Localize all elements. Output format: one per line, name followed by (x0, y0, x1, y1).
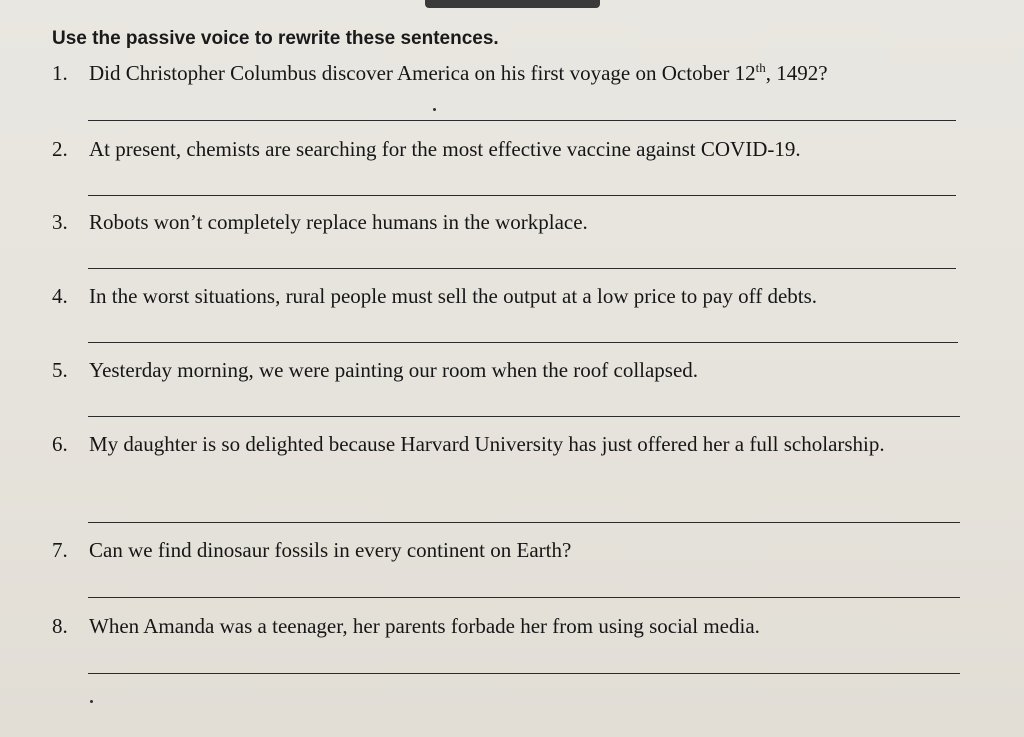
item-sentence: Did Christopher Columbus discover America on his first voyage on October 12th, 1492? (89, 60, 828, 85)
item-number: 7. (52, 538, 68, 562)
item-sentence: Robots won’t completely replace humans in the workplace. (89, 210, 588, 234)
answer-line-1[interactable] (88, 120, 956, 121)
answer-line-4[interactable] (88, 342, 958, 343)
item-sentence: My daughter is so delighted because Harvard University has just offered her a full scholarship. (89, 432, 885, 456)
item-sentence: Yesterday morning, we were painting our room when the roof collapsed. (89, 358, 699, 382)
instruction-heading: Use the passive voice to rewrite these sentences. (52, 28, 499, 49)
item-number: 3. (52, 210, 68, 234)
answer-line-8[interactable] (88, 673, 960, 674)
answer-line-2[interactable] (88, 195, 956, 196)
item-sentence: At present, chemists are searching for the most effective vaccine against COVID-19. (89, 137, 801, 161)
item-sentence: When Amanda was a teenager, her parents forbade her from using social media. (89, 614, 760, 638)
answer-line-5[interactable] (88, 416, 960, 417)
answer-line-6[interactable] (88, 522, 960, 523)
item-number: 1. (52, 61, 68, 85)
answer-line-3[interactable] (88, 268, 956, 269)
ordinal-suffix: th (755, 60, 766, 75)
pencil-mark (90, 700, 93, 703)
answer-line-7[interactable] (88, 597, 960, 598)
item-sentence: In the worst situations, rural people must sell the output at a low price to pay off debts. (89, 284, 818, 308)
item-number: 8. (52, 614, 68, 638)
pencil-mark (433, 108, 436, 111)
item-number: 2. (52, 137, 68, 161)
item-number: 5. (52, 358, 68, 382)
item-number: 6. (52, 432, 68, 456)
item-number: 4. (52, 284, 68, 308)
item-sentence: Can we find dinosaur fossils in every continent on Earth? (89, 538, 572, 562)
